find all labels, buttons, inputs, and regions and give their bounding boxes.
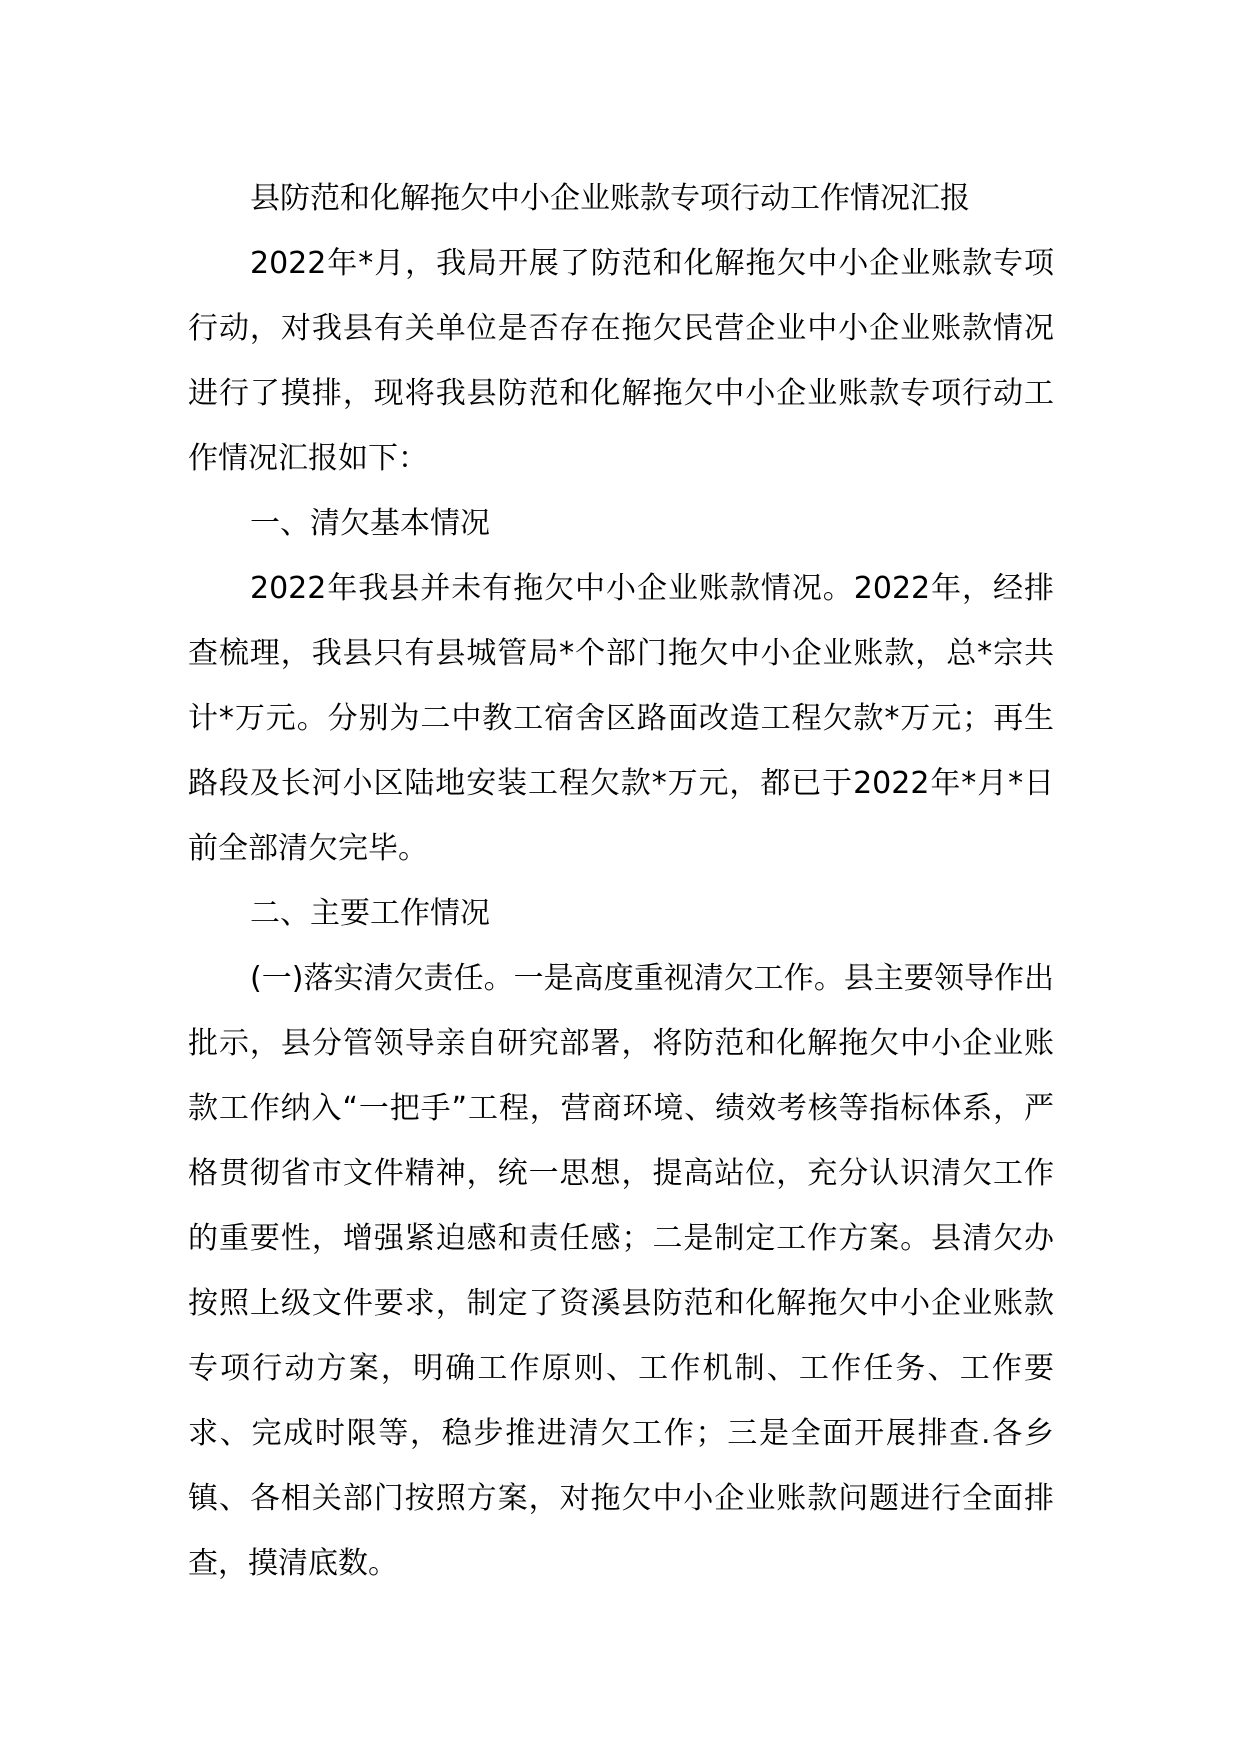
intro-paragraph: 2022年*月，我局开展了防范和化解拖欠中小企业账款专项行动，对我县有关单位是否存在拖欠民营企业中小企业账款情况进行了摸排，现将我县防范和化解拖欠中小企业账款专项行动工作情况汇报如下：: [188, 246, 1054, 476]
section-2-paragraph: (一)落实清欠责任。一是高度重视清欠工作。县主要领导作出批示，县分管领导亲自研究部署，将防范和化解拖欠中小企业账款工作纳入“一把手”工程，营商环境、绩效考核等指标体系，严格贯彻省市文件精神，统一思想，提高站位，充分认识清欠工作的重要性，增强紧迫感和责任感；二是制定工作方案。县清欠办按照上级文件要求，制定了资溪县防范和化解拖欠中小企业账款专项行动方案，明确工作原则、工作机制、工作任务、工作要求、完成时限等，稳步推进清欠工作；三是全面开展排查.各乡镇、各相关部门按照方案，对拖欠中小企业账款问题进行全面排查，摸清底数。: [188, 961, 1054, 1581]
section-2-heading: 二、主要工作情况: [250, 896, 490, 931]
document-body: [188, 166, 1054, 1596]
section-1-heading: 一、清欠基本情况: [250, 506, 490, 541]
section-1-paragraph: 2022年我县并未有拖欠中小企业账款情况。2022年，经排查梳理，我县只有县城管局*个部门拖欠中小企业账款，总*宗共计*万元。分别为二中教工宿舍区路面改造工程欠款*万元；再生路段及长河小区陆地安装工程欠款*万元，都已于2022年*月*日前全部清欠完毕。: [188, 571, 1054, 866]
document-title: 县防范和化解拖欠中小企业账款专项行动工作情况汇报: [250, 181, 970, 216]
